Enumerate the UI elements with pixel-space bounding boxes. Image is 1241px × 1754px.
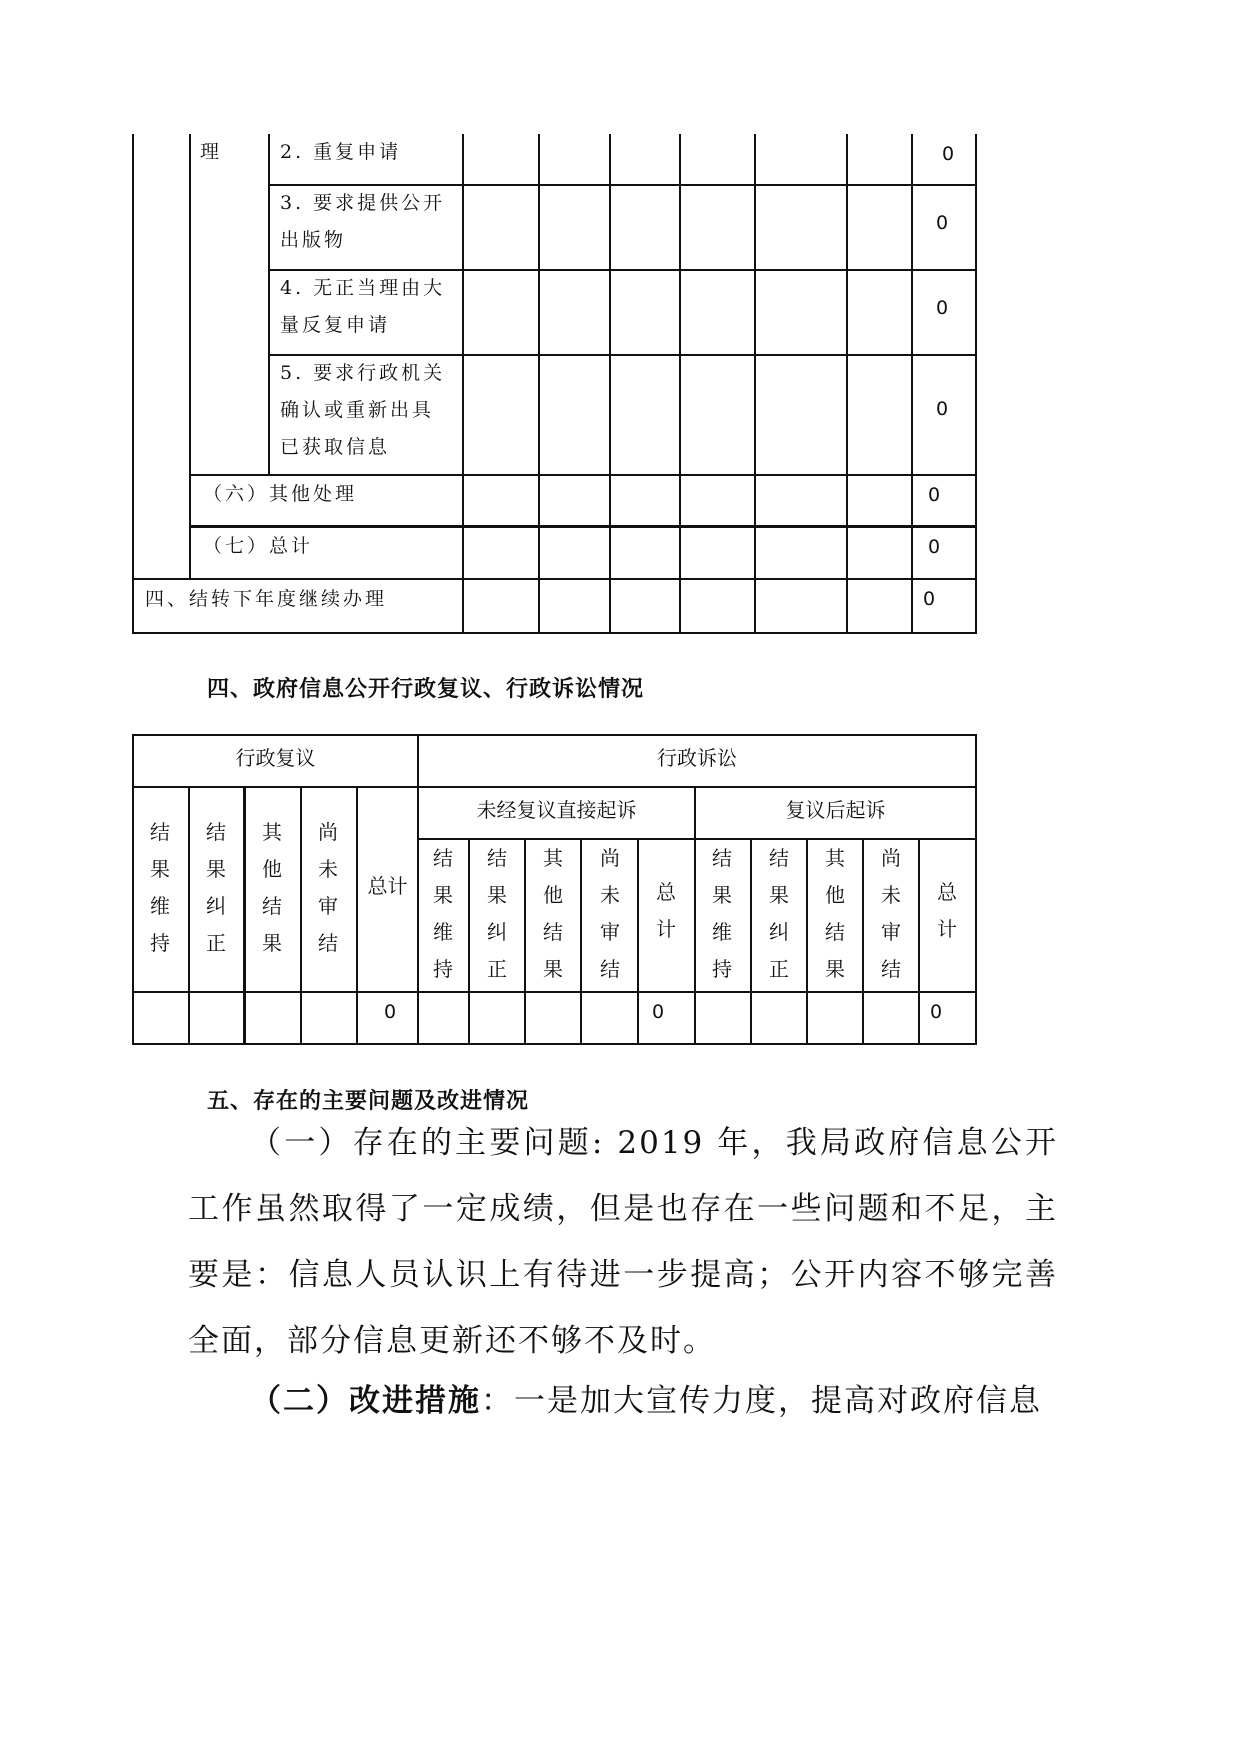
row-total: 0 [936, 297, 949, 319]
row-label: 4. 无正当理由大量反复申请 [280, 277, 446, 336]
row-total: 0 [923, 588, 936, 610]
col-other: 其他结果 [825, 846, 845, 981]
col-upheld: 结果维持 [433, 846, 453, 981]
direct-suit-header: 未经复议直接起诉 [476, 798, 637, 822]
measures-paragraph [188, 1368, 1058, 1434]
col-total: 总计 [937, 880, 957, 941]
row-total: 0 [928, 484, 941, 506]
direct-total-value: 0 [652, 1001, 665, 1023]
row-label: 3. 要求提供公开出版物 [280, 192, 446, 251]
row-total: 0 [942, 143, 955, 165]
problems-lead: （一）存在的主要问题 [250, 1125, 592, 1161]
row-label: （七）总计 [203, 535, 314, 557]
row-total: 0 [936, 212, 949, 234]
row-label: 5. 要求行政机关确认或重新出具已获取信息 [280, 362, 446, 458]
col-corrected: 结果纠正 [206, 820, 226, 955]
after-total-value: 0 [930, 1001, 943, 1023]
col-upheld: 结果维持 [150, 820, 170, 955]
col-corrected: 结果纠正 [487, 846, 507, 981]
col-pending: 尚未审结 [318, 820, 338, 955]
measures-body: ：一是加大宣传力度，提高对政府信息 [481, 1383, 1042, 1419]
col-upheld: 结果维持 [712, 846, 732, 981]
col-pending: 尚未审结 [600, 846, 620, 981]
section-heading: 四、政府信息公开行政复议、行政诉讼情况 [207, 677, 645, 702]
row-label: （六）其他处理 [203, 483, 358, 505]
review-total-value: 0 [384, 1001, 397, 1023]
after-review-header: 复议后起诉 [785, 798, 886, 822]
row-label: 2. 重复申请 [280, 141, 402, 163]
col-total: 总计 [656, 880, 676, 941]
col-pending: 尚未审结 [881, 846, 901, 981]
review-header: 行政复议 [235, 746, 316, 770]
row-total: 0 [928, 536, 941, 558]
row-label: 四、结转下年度继续办理 [145, 588, 388, 610]
problems-paragraph [188, 1110, 1058, 1374]
litigation-header: 行政诉讼 [657, 746, 737, 770]
col-other: 其他结果 [543, 846, 563, 981]
col-corrected: 结果纠正 [769, 846, 789, 981]
measures-lead: （二）改进措施 [250, 1383, 481, 1419]
row-total: 0 [936, 398, 949, 420]
problems-body: : 2019 年，我局政府信息公开工作虽然取得了一定成绩，但是也存在一些问题和不足，主要是：信息人员认识上有待进一步提高；公开内容不够完善全面，部分信息更新还不够不及时。 [188, 1125, 1059, 1359]
group-label-tail: 理 [200, 141, 223, 163]
col-total: 总计 [367, 874, 408, 898]
col-other: 其他结果 [262, 820, 282, 955]
section-heading: 五、存在的主要问题及改进情况 [207, 1089, 530, 1114]
